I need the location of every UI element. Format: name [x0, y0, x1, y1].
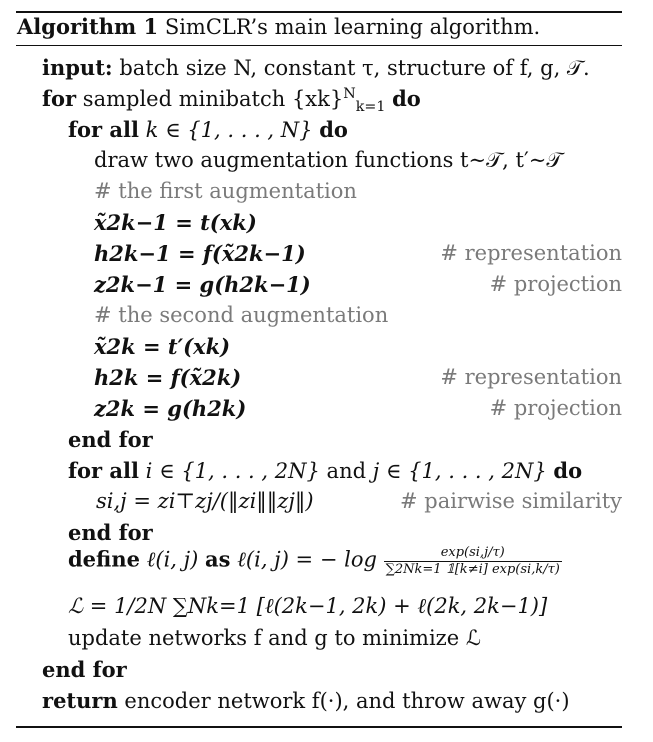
h-second-text: h2k = f(x̃2k) — [94, 365, 242, 390]
z-second-line — [94, 398, 246, 420]
caption-rule — [16, 45, 622, 46]
x-second-line — [94, 336, 230, 358]
top-rule — [16, 11, 622, 13]
similarity-comment: # pairwise similarity — [400, 489, 622, 513]
for-sup: N — [343, 86, 356, 102]
for-all-ij-line — [68, 460, 582, 482]
input-text: batch size N, constant τ, structure of f, g, 𝒯. — [119, 56, 590, 80]
for-all-2-keyword: for all — [68, 458, 139, 483]
return-line — [42, 690, 570, 712]
z-second-comment: # projection — [489, 396, 622, 420]
define-line — [68, 546, 562, 576]
for-all-k-text: k ∈ {1, . . . , N} — [145, 118, 313, 142]
similarity-text: si,j = zi⊤zj/(‖zi‖‖zj‖) — [96, 489, 314, 513]
comment-second-augmentation — [94, 305, 388, 326]
loss-fraction — [384, 546, 562, 576]
h-first-line — [94, 243, 306, 265]
for-all-j-text: j ∈ {1, . . . , 2N} — [372, 459, 547, 483]
for-do-keyword: do — [392, 86, 421, 111]
similarity-line — [96, 491, 314, 512]
define-keyword: define — [68, 546, 140, 572]
h-second-comment: # representation — [440, 365, 622, 389]
x-second-text: x̃2k = t′(xk) — [94, 334, 231, 359]
x-first-text: x̃2k−1 = t(xk) — [94, 210, 257, 235]
input-keyword: input: — [42, 55, 113, 80]
define-rhs: ℓ(i, j) = − log — [237, 547, 377, 572]
for-all-do-keyword: do — [319, 117, 348, 142]
loss-text: ℒ = 1/2N ∑Nk=1 [ℓ(2k−1, 2k) + ℓ(2k, 2k−1)] — [68, 594, 548, 618]
draw-text: draw two augmentation functions t∼𝒯, t′∼𝒯 — [94, 148, 563, 172]
for-all-i-text: i ∈ {1, . . . , 2N} — [145, 459, 320, 483]
h-first-text: h2k−1 = f(x̃2k−1) — [94, 241, 306, 266]
loss-numerator: exp(si,j/τ) — [384, 546, 562, 562]
define-as-keyword: as — [205, 546, 231, 572]
algorithm-caption — [17, 16, 540, 38]
loss-line — [68, 596, 547, 617]
update-line — [68, 628, 481, 649]
h-second-line — [94, 367, 241, 389]
for-all-2-do-keyword: do — [553, 458, 583, 483]
end-for-2: end for — [68, 520, 153, 545]
comment-second-text: # the second augmentation — [94, 303, 389, 327]
input-line — [42, 57, 590, 79]
for-all-keyword: for all — [68, 117, 139, 142]
x-first-line — [94, 212, 257, 234]
z-first-comment: # projection — [489, 272, 622, 296]
return-keyword: return — [42, 688, 118, 713]
for-all-k-line — [68, 119, 348, 141]
return-text: encoder network f(·), and throw away g(·) — [124, 689, 570, 713]
caption-label: Algorithm 1 — [17, 14, 159, 39]
end-for-3: end for — [42, 657, 127, 682]
for-minibatch-line — [42, 86, 421, 116]
draw-line — [94, 150, 562, 171]
loss-denominator: ∑2Nk=1 𝟙[k≠i] exp(si,k/τ) — [385, 561, 560, 577]
bottom-rule — [16, 726, 622, 728]
comment-first-text: # the first augmentation — [94, 179, 357, 203]
end-for-1: end for — [68, 427, 153, 452]
z-first-text: z2k−1 = g(h2k−1) — [94, 272, 311, 297]
define-lhs: ℓ(i, j) — [146, 547, 199, 572]
comment-first-augmentation — [94, 181, 357, 202]
z-second-text: z2k = g(h2k) — [94, 396, 247, 421]
h-first-comment: # representation — [440, 241, 622, 265]
for-minibatch-text: sampled minibatch {xk} — [82, 87, 344, 111]
caption-text: SimCLR’s main learning algorithm. — [164, 15, 541, 39]
for-sub: k=1 — [355, 99, 386, 116]
for-all-and: and — [326, 459, 367, 483]
for-keyword: for — [42, 86, 77, 111]
update-text: update networks f and g to minimize ℒ — [68, 626, 481, 650]
z-first-line — [94, 274, 311, 296]
